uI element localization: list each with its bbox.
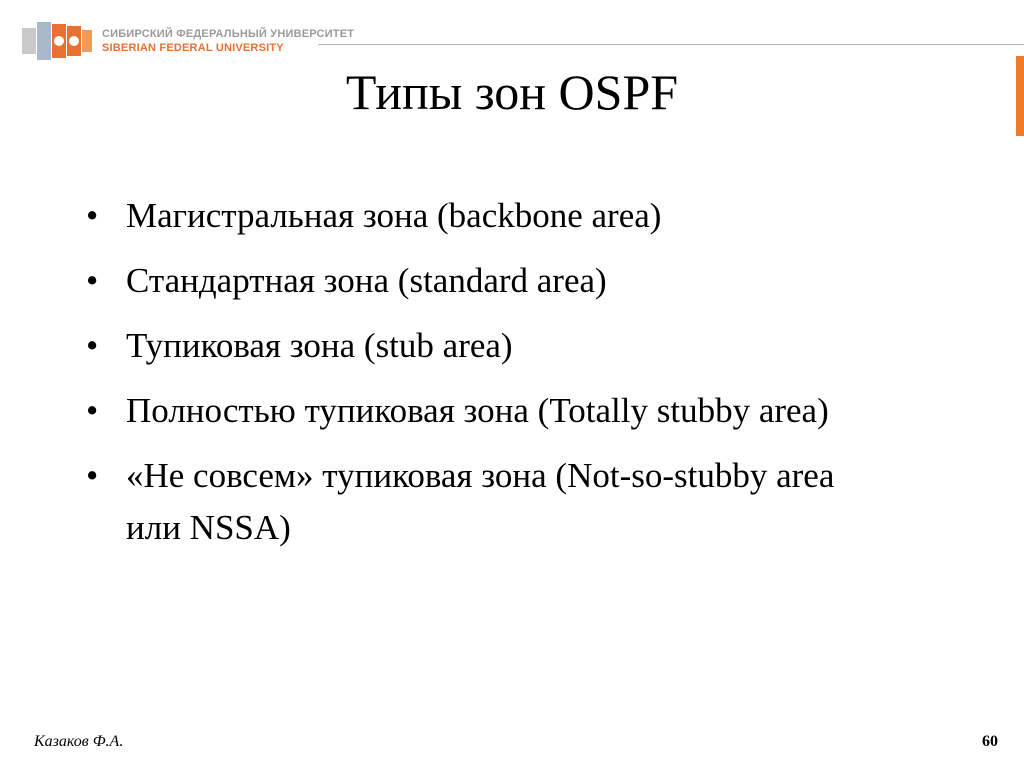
bullet-list bbox=[86, 190, 886, 567]
bullet-text: Полностью тупиковая зона (Totally stubby area) bbox=[126, 391, 829, 430]
bullet-item bbox=[86, 320, 886, 372]
page-number: 60 bbox=[982, 733, 998, 750]
bullet-text: Тупиковая зона (stub area) bbox=[126, 326, 513, 365]
bullet-item bbox=[86, 385, 886, 437]
logo-text-en: SIBERIAN FEDERAL UNIVERSITY bbox=[102, 42, 284, 54]
bullet-text: «Не совсем» тупиковая зона (Not-so-stubby area или NSSA) bbox=[126, 456, 835, 547]
university-logo bbox=[22, 22, 354, 60]
bullet-item bbox=[86, 255, 886, 307]
bullet-item bbox=[86, 450, 886, 554]
logo-text-ru: СИБИРСКИЙ ФЕДЕРАЛЬНЫЙ УНИВЕРСИТЕТ bbox=[102, 28, 355, 40]
bullet-item bbox=[86, 190, 886, 242]
logo-text bbox=[102, 27, 354, 55]
bullet-text: Магистральная зона (backbone area) bbox=[126, 196, 662, 235]
bullet-text: Стандартная зона (standard area) bbox=[126, 261, 607, 300]
slide-title: Типы зон OSPF bbox=[345, 64, 679, 120]
bullet-marker: • bbox=[86, 456, 99, 495]
header-divider bbox=[318, 44, 1024, 45]
sfu-logo-icon bbox=[22, 22, 92, 60]
bullet-marker: • bbox=[86, 391, 99, 430]
bullet-marker: • bbox=[86, 196, 99, 235]
bullet-marker: • bbox=[86, 326, 99, 365]
footer-author: Казаков Ф.А. bbox=[34, 733, 124, 750]
bullet-marker: • bbox=[86, 261, 99, 300]
